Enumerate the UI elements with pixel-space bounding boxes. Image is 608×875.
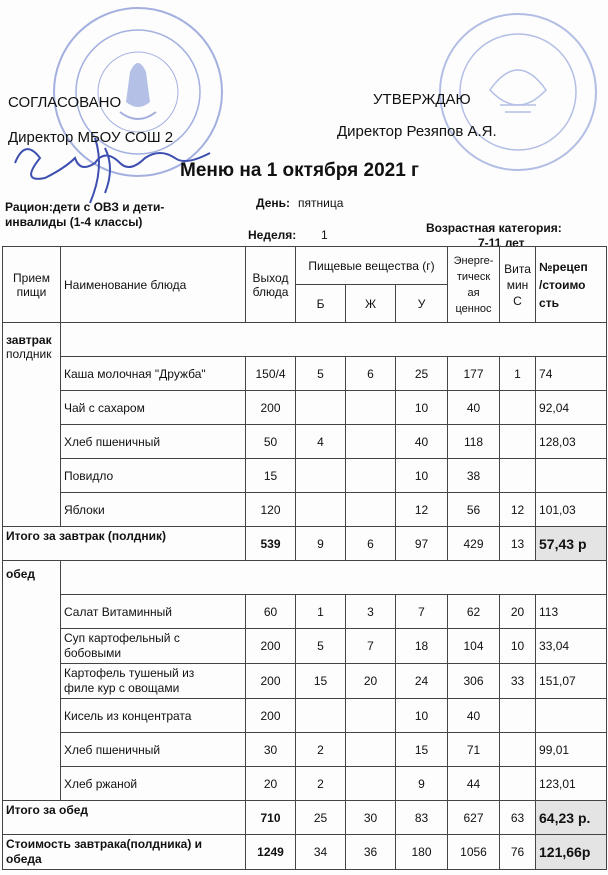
table-row: Хлеб ржаной 20 2 9 44 123,01	[3, 767, 607, 801]
col-zh: Ж	[346, 285, 396, 323]
table-row: полдник Каша молочная "Дружба" 150/4 5 6 25 177 1 74	[3, 357, 607, 391]
col-nutrients: Пищевые вещества (г)	[296, 247, 448, 285]
week-value: 1	[321, 228, 328, 242]
meal-breakfast: завтрак	[3, 323, 61, 357]
lunch-price: 64,23 р.	[536, 801, 607, 835]
age-value: 7-11 лет	[478, 236, 525, 250]
table-row: Яблоки 120 12 56 12 101,03	[3, 493, 607, 527]
table-row: Суп картофельный с бобовыми 200 5 7 18 104 10 33,04	[3, 629, 607, 664]
table-row: Повидло 15 10 38	[3, 459, 607, 493]
agreed-heading: СОГЛАСОВАНО	[8, 94, 122, 111]
day-value: пятница	[298, 196, 344, 210]
lunch-total-row: Итого за обед 710 25 30 83 627 63 64,23 р.	[3, 801, 607, 835]
age-label: Возрастная категория:	[426, 221, 562, 235]
approved-heading: УТВЕРЖДАЮ	[373, 91, 471, 108]
approved-by: Директор Резяпов А.Я.	[337, 123, 497, 140]
table-row: Картофель тушеный из филе кур с овощами 200 15 20 24 306 33 151,07	[3, 664, 607, 699]
page-title: Меню на 1 октября 2021 г	[180, 160, 419, 181]
menu-table	[2, 246, 607, 870]
breakfast-price: 57,43 р	[536, 527, 607, 561]
header-row	[3, 247, 607, 285]
table-row: Чай с сахаром 200 10 40 92,04	[3, 391, 607, 425]
col-b: Б	[296, 285, 346, 323]
week-label: Неделя:	[248, 228, 297, 242]
table-row: Салат Витаминный 60 1 3 7 62 20 113	[3, 595, 607, 629]
grand-total-row: Стоимость завтрака(полдника) и обеда 1249 34 36 180 1056 76 121,66р	[3, 835, 607, 870]
table-row: Кисель из концентрата 200 10 40	[3, 699, 607, 733]
col-dish: Наименование блюда	[61, 247, 246, 323]
col-vitamin: Вита мин С	[500, 247, 536, 323]
diet-label-2: инвалиды (1-4 классы)	[5, 215, 143, 229]
day-label: День:	[256, 196, 290, 210]
agreed-by: Директор МБОУ СОШ 2	[8, 129, 174, 146]
meal-lunch: обед	[3, 561, 61, 801]
col-yield: Выход блюда	[246, 247, 296, 323]
table-row: Хлеб пшеничный 30 2 15 71 99,01	[3, 733, 607, 767]
breakfast-total-row: Итого за завтрак (полдник) 539 9 6 97 429 13 57,43 р	[3, 527, 607, 561]
col-recipe: №рецеп /стоимо сть	[536, 247, 607, 323]
meal-snack: полдник	[3, 357, 61, 527]
col-meal: Прием пищи	[3, 247, 61, 323]
table-row: Хлеб пшеничный 50 4 40 118 128,03	[3, 425, 607, 459]
grand-price: 121,66р	[536, 835, 607, 870]
col-u: У	[396, 285, 448, 323]
col-energy: Энерге- тическ ая ценнос	[448, 247, 500, 323]
diet-label: Рацион:дети с ОВЗ и дети-	[5, 200, 165, 214]
